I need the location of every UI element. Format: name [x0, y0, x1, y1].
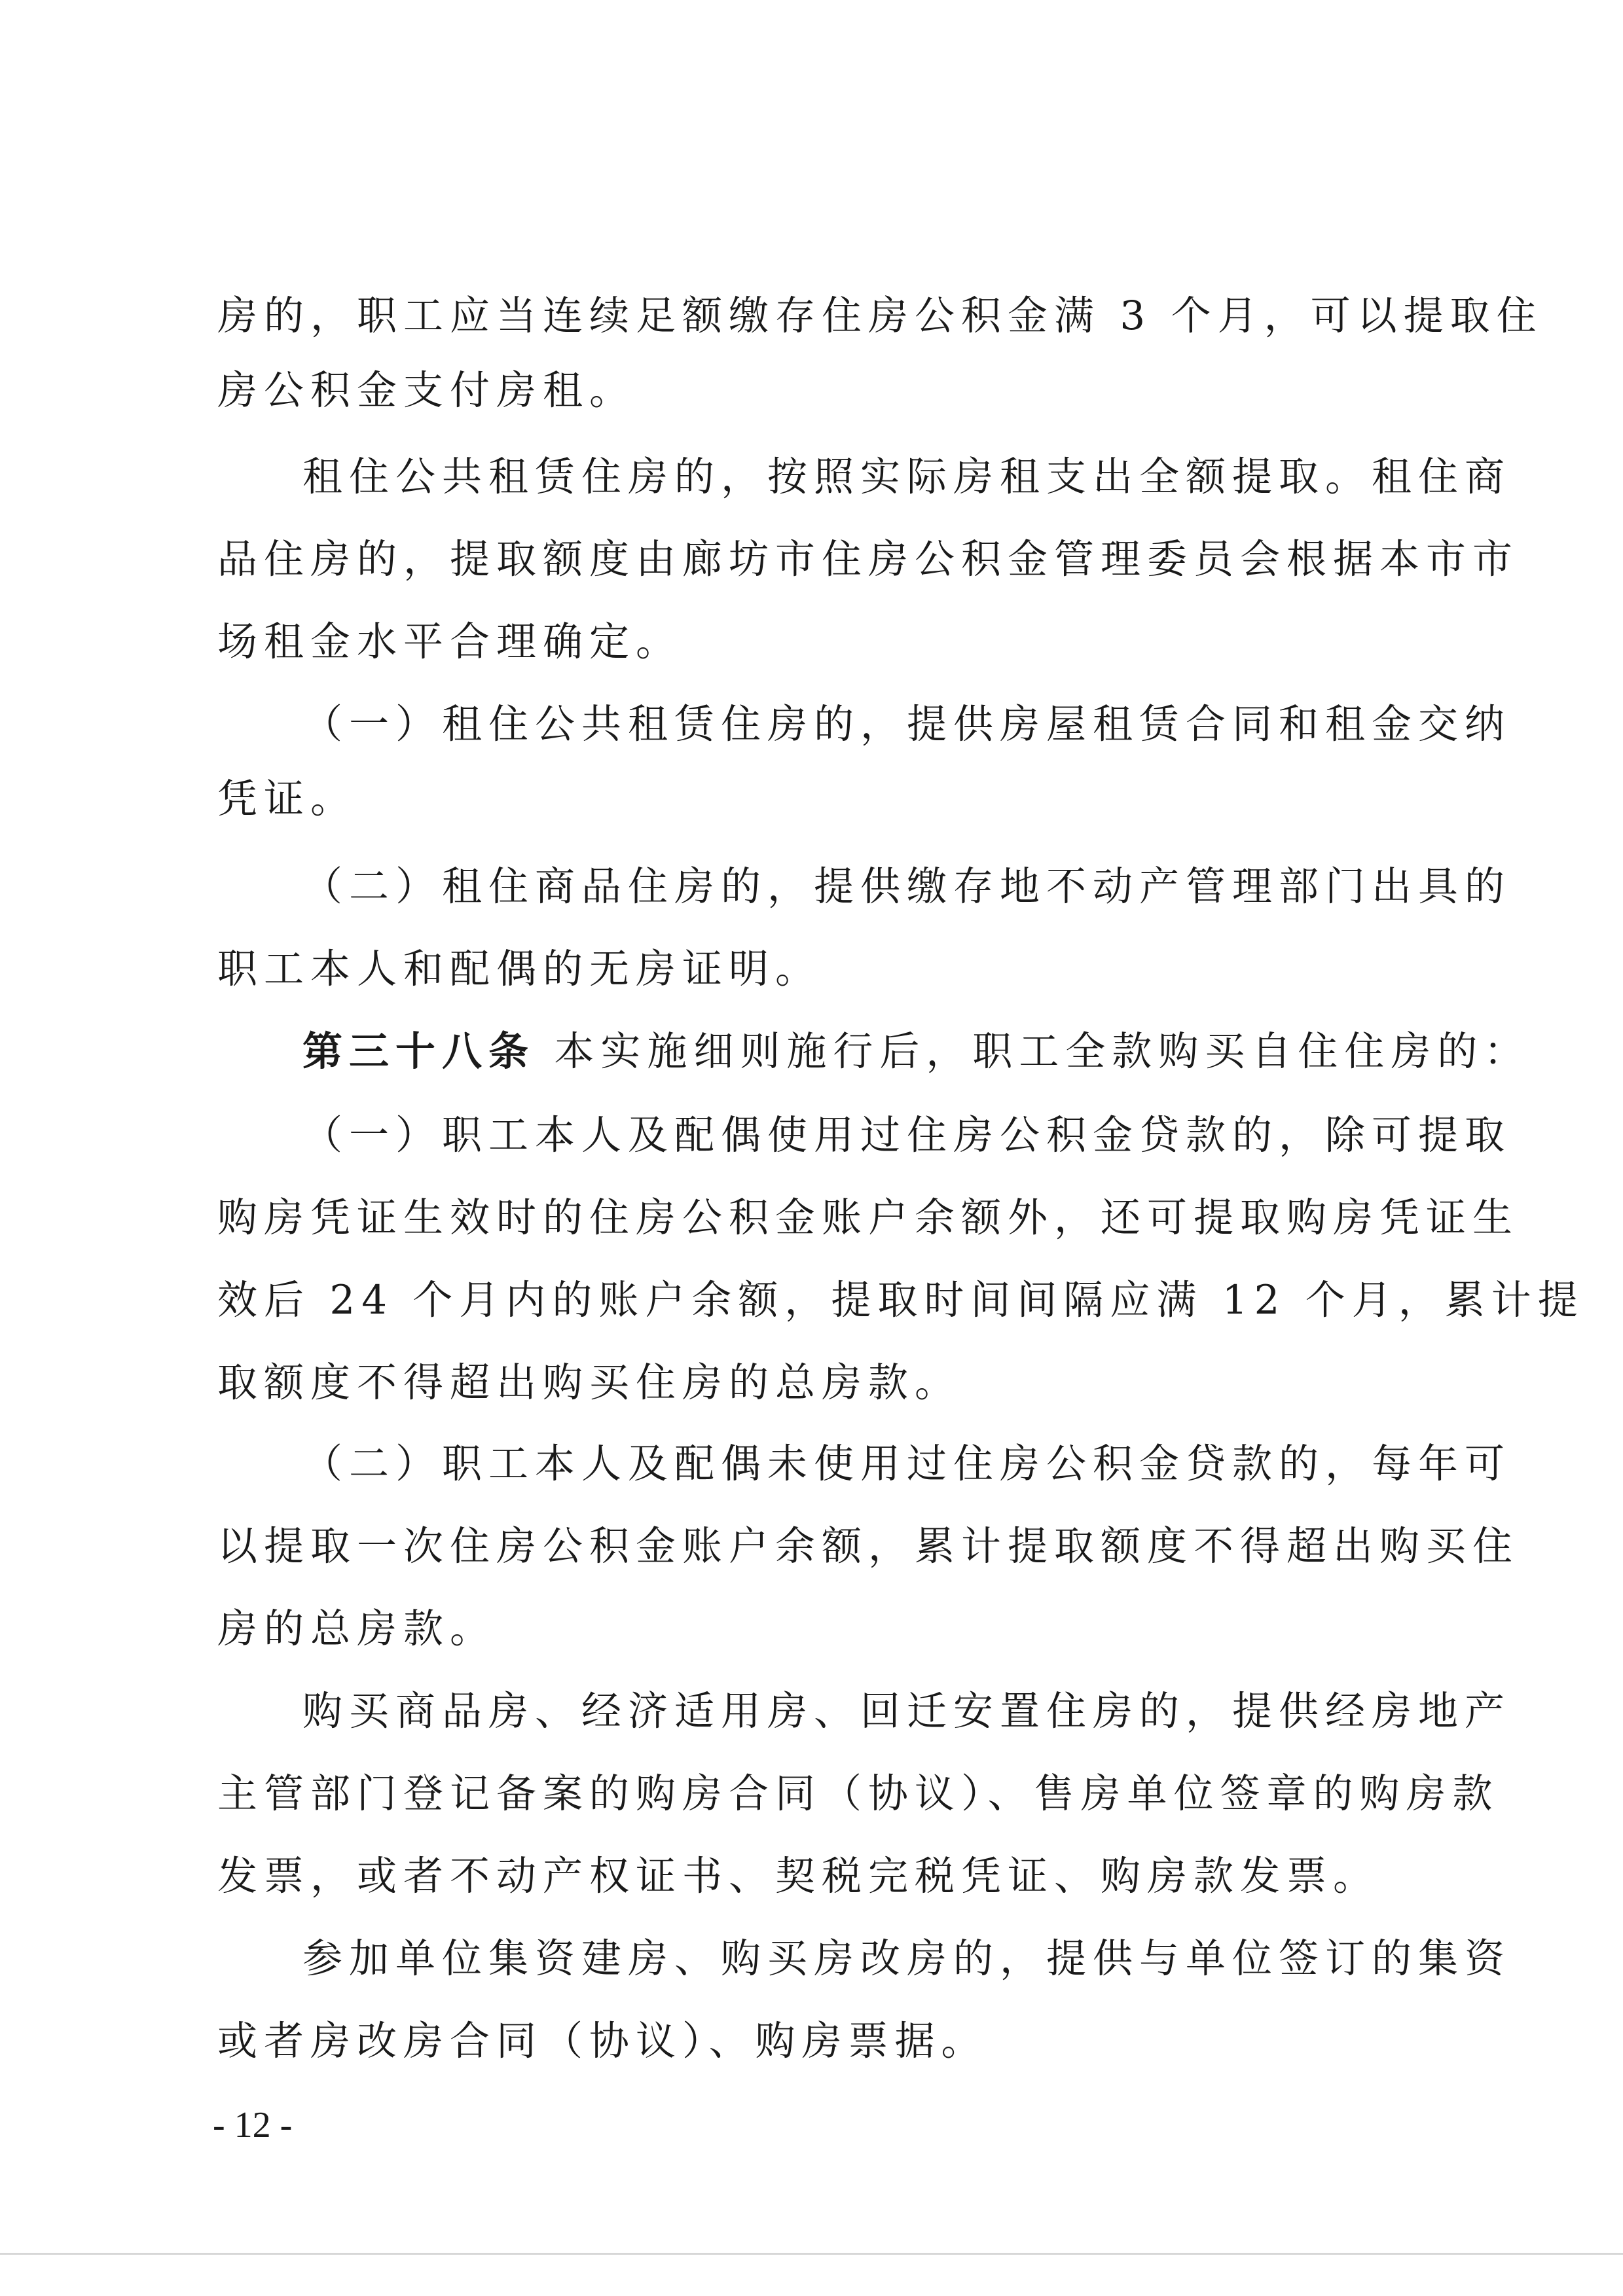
paragraph-line: 品住房的，提取额度由廊坊市住房公积金管理委员会根据本市市	[217, 536, 1520, 583]
bottom-rule	[0, 2253, 1623, 2255]
paragraph-line: （二）租住商品住房的，提供缴存地不动产管理部门出具的	[302, 863, 1512, 910]
paragraph-line: 购买商品房、经济适用房、回迁安置住房的，提供经房地产	[302, 1688, 1512, 1734]
paragraph-line: 房的总房款。	[217, 1605, 497, 1652]
paragraph-line: 或者房改房合同（协议）、购房票据。	[217, 2018, 988, 2064]
paragraph-line: （二）职工本人及配偶未使用过住房公积金贷款的，每年可	[302, 1441, 1512, 1487]
article-heading: 第三十八条	[302, 1028, 536, 1075]
paragraph-line: （一）租住公共租赁住房的，提供房屋租赁合同和租金交纳	[302, 701, 1512, 747]
paragraph-line: 房公积金支付房租。	[217, 367, 636, 414]
article-text: 本实施细则施行后，职工全款购买自住住房的：	[554, 1028, 1531, 1075]
paragraph-line: 凭证。	[217, 776, 357, 822]
paragraph-line: 场租金水平合理确定。	[217, 619, 683, 665]
paragraph-line: 租住公共租赁住房的，按照实际房租支出全额提取。租住商	[302, 454, 1512, 500]
paragraph-line: 主管部门登记备案的购房合同（协议）、售房单位签章的购房款	[217, 1770, 1499, 1817]
paragraph-line: 发票，或者不动产权证书、契税完税凭证、购房款发票。	[217, 1853, 1380, 1899]
page-number: - 12 -	[213, 2105, 293, 2145]
paragraph-line: （一）职工本人及配偶使用过住房公积金贷款的，除可提取	[302, 1112, 1512, 1158]
paragraph-line: 以提取一次住房公积金账户余额，累计提取额度不得超出购买住	[217, 1523, 1520, 1570]
paragraph-line: 职工本人和配偶的无房证明。	[217, 946, 822, 992]
paragraph-line: 购房凭证生效时的住房公积金账户余额外，还可提取购房凭证生	[217, 1194, 1520, 1241]
paragraph-line: 效后 24 个月内的账户余额，提取时间间隔应满 12 个月，累计提	[217, 1277, 1584, 1323]
article-line	[302, 1016, 1531, 1088]
paragraph-line: 参加单位集资建房、购买房改房的，提供与单位签订的集资	[302, 1935, 1512, 1982]
paragraph-line: 取额度不得超出购买住房的总房款。	[217, 1359, 962, 1406]
paragraph-line: 房的，职工应当连续足额缴存住房公积金满 3 个月，可以提取住	[217, 293, 1543, 339]
